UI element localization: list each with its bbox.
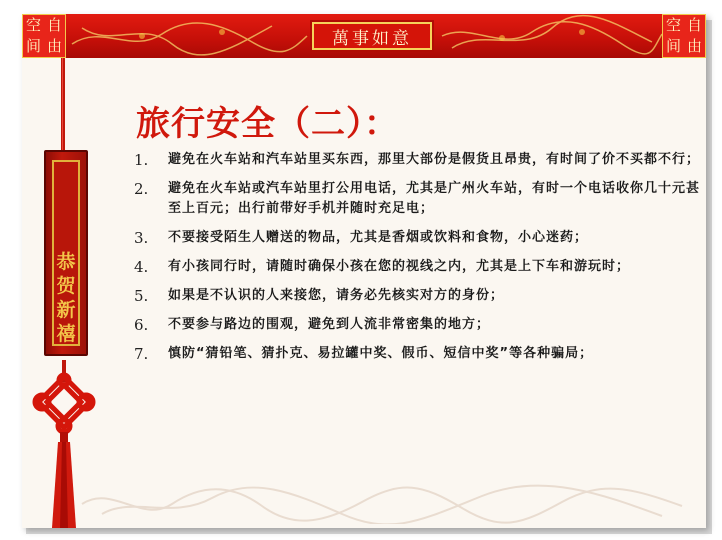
item-text: 避免在火车站或汽车站里打公用电话，尤其是广州火车站，有时一个电话收你几十元甚至上百元；出行前带好手机并随时充足电；	[168, 181, 701, 216]
list-item	[134, 150, 704, 170]
slide-shadow-right	[706, 20, 712, 532]
banner-title: 萬事如意	[312, 22, 432, 50]
corner-char: 由	[686, 37, 702, 55]
list-item	[134, 315, 704, 335]
plaque-char: 禧	[56, 323, 76, 345]
corner-char: 间	[25, 37, 41, 55]
slide	[22, 14, 706, 528]
item-text: 不要参与路边的围观，避免到人流非常密集的地方；	[168, 317, 491, 332]
corner-char: 自	[686, 16, 702, 34]
list-item	[134, 228, 704, 248]
corner-char: 空	[25, 16, 41, 34]
corner-char: 空	[665, 16, 681, 34]
list-item	[134, 344, 704, 364]
hanging-cord	[60, 58, 66, 154]
list-item	[134, 179, 704, 219]
plaque-frame	[52, 160, 80, 346]
item-text: 避免在火车站和汽车站里买东西，那里大部份是假货且昂贵，有时间了价不买都不行；	[168, 152, 701, 167]
page-title: 旅行安全（二）：	[136, 104, 399, 144]
list-item	[134, 257, 704, 277]
item-text: 如果是不认识的人来接您，请务必先核实对方的身份；	[168, 288, 505, 303]
list-item	[134, 286, 704, 306]
corner-badge-left	[22, 14, 66, 58]
plaque-char: 新	[56, 299, 76, 321]
corner-char: 自	[46, 16, 62, 34]
corner-badge-right	[662, 14, 706, 58]
bottom-swirl-decoration	[42, 484, 702, 524]
corner-char: 间	[665, 37, 681, 55]
top-banner	[22, 14, 706, 58]
plaque-text	[54, 250, 78, 346]
slide-shadow-bottom	[26, 528, 712, 534]
item-text: 慎防“猜铅笔、猜扑克、易拉罐中奖、假币、短信中奖”等各种骗局；	[168, 346, 594, 361]
item-number: 2.	[134, 180, 149, 198]
item-number: 5.	[134, 287, 149, 305]
item-number: 3.	[134, 229, 149, 247]
item-text: 不要接受陌生人赠送的物品，尤其是香烟或饮料和食物，小心迷药；	[168, 230, 589, 245]
item-number: 6.	[134, 316, 149, 334]
item-number: 1.	[134, 151, 149, 169]
corner-char: 由	[46, 37, 62, 55]
plaque-char: 恭	[56, 251, 76, 273]
item-number: 4.	[134, 258, 149, 276]
greeting-plaque	[44, 150, 88, 356]
item-number: 7.	[134, 345, 149, 363]
item-text: 有小孩同行时，请随时确保小孩在您的视线之内，尤其是上下车和游玩时；	[168, 259, 631, 274]
safety-tips-list	[134, 150, 704, 373]
plaque-char: 贺	[56, 275, 76, 297]
